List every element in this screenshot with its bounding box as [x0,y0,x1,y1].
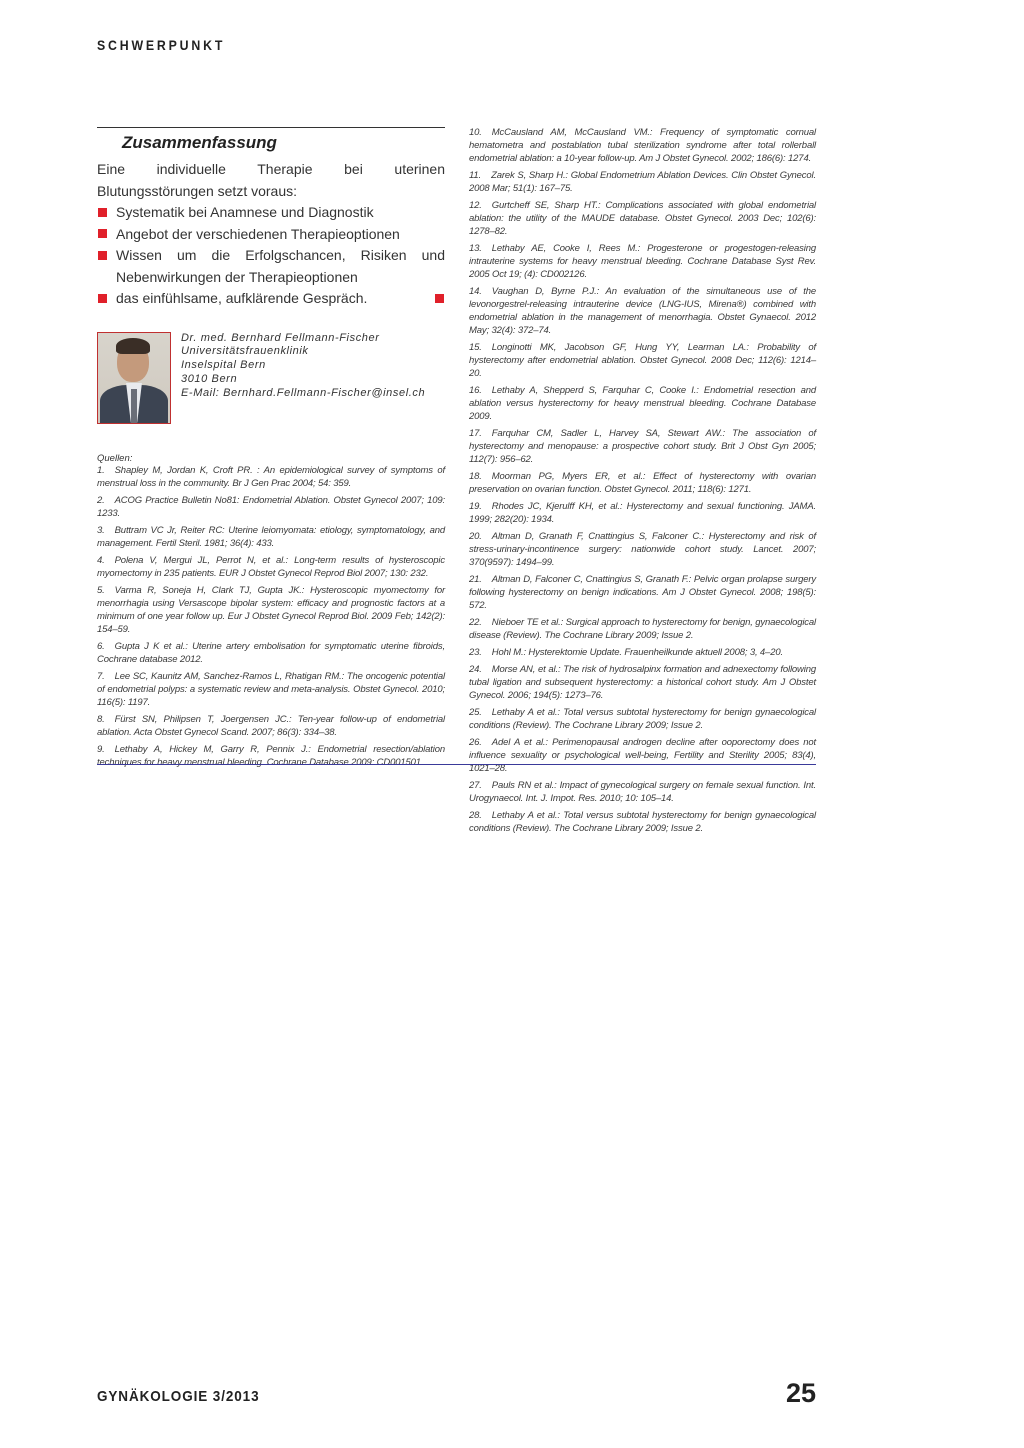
reference-text: Altman D, Granath F, Cnattingius S, Falconer C.: Hysterectomy and risk of stress-urinary-incontinence surgery: nationwide cohort study. Lancet. 2007; 370(9597): 1494–99. [469,531,816,568]
summary-bullet [97,245,445,288]
reference-item [97,584,445,636]
reference-item [469,736,816,775]
reference-text: Lethaby A, Shepperd S, Farquhar C, Cooke I.: Endometrial resection and ablation versus hysterectomy for heavy menstrual bleeding. Cochrane Database 2009. [469,385,816,422]
reference-number: 21. [469,574,482,585]
reference-text: Fürst SN, Philipsen T, Joergensen JC.: Ten-year follow-up of endometrial ablation. Acta Obstet Gynecol Scand. 2007; 86(3): 334–38. [97,713,445,738]
reference-text: Polena V, Mergui JL, Perrot N, et al.: Long-term results of hysteroscopic myomectomy in 235 patients. EUR J Obstet Gynecol Reprod Biol 2007; 130: 232. [97,554,445,579]
reference-text: Varma R, Soneja H, Clark TJ, Gupta JK.: Hysteroscopic myomectomy for menorrhagia using Versascope bipolar system: efficacy and prognostic factors at a minimum of one year follow up. Eur J Obstet Gynecol Reprod Biol. 2009 Feb; 142(2): 154–59. [97,584,445,635]
summary-title: Zusammenfassung [122,133,277,152]
author-info [181,332,425,401]
reference-item [469,470,816,496]
reference-text: Nieboer TE et al.: Surgical approach to hysterectomy for benign, gynaecological disease (Review). The Cochrane Library 2009; Issue 2. [469,617,816,641]
author-email[interactable]: E-Mail: Bernhard.Fellmann-Fischer@insel.ch [181,386,426,399]
reference-number: 9. [97,743,105,755]
reference-item [97,554,445,580]
reference-list-left [97,464,445,769]
summary-bullet [97,202,445,224]
reference-text: ACOG Practice Bulletin No81: Endometrial Ablation. Obstet Gynecol 2007; 109: 1233. [97,494,445,519]
reference-item [469,341,816,380]
reference-text: Moorman PG, Myers ER, et al.: Effect of hysterectomy with ovarian preservation on ovarian function. Obstet Gynecol. 2011; 118(6): 1271. [469,471,816,495]
reference-text: Lee SC, Kaunitz AM, Sanchez-Ramos L, Rhatigan RM.: The oncogenic potential of endometrial polyps: a systematic review and meta-analysis. Obstet Gynecol. 2010; 116(5): 1197. [97,670,445,708]
reference-number: 25. [469,707,482,718]
reference-item [469,663,816,702]
reference-number: 26. [469,737,482,748]
author-city: 3010 Bern [181,372,238,385]
reference-number: 19. [469,501,482,512]
bullet-square-icon [98,229,107,238]
reference-number: 15. [469,342,482,353]
bullet-text: das einfühlsame, aufklärende Gespräch. [116,290,368,306]
bottom-rule [97,764,816,765]
reference-number: 11. [469,170,482,181]
reference-list-right [469,126,816,835]
author-portrait [97,332,171,424]
reference-text: Zarek S, Sharp H.: Global Endometrium Ablation Devices. Clin Obstet Gynecol. 2008 Mar; 51(1): 167–75. [469,170,816,194]
right-column [469,126,816,839]
reference-number: 23. [469,647,482,658]
reference-item [97,713,445,739]
reference-item [97,494,445,520]
reference-item [469,427,816,466]
reference-text: Morse AN, et al.: The risk of hydrosalpinx formation and adnexectomy following tubal ligation and subsequent hysterectomy: a historical cohort study. Am J Obstet Gynecol. 2006; 194(5): 1273–76. [469,664,816,701]
left-column [97,127,445,773]
bullet-text: Wissen um die Erfolgschancen, Risiken und Nebenwirkungen der Therapieoptionen [116,247,445,285]
footer-journal: GYNÄKOLOGIE 3/2013 [97,1388,260,1405]
reference-text: Farquhar CM, Sadler L, Harvey SA, Stewart AW.: The association of hysterectomy and menopause: a prospective cohort study. Brit J Obst Gyn 2005; 112(7): 956–62. [469,428,816,465]
reference-item [469,126,816,165]
reference-item [469,285,816,337]
reference-number: 18. [469,471,482,482]
summary-intro: Eine individuelle Therapie bei uterinen Blutungsstörungen setzt voraus: [97,161,445,199]
reference-text: Shapley M, Jordan K, Croft PR. : An epidemiological survey of symptoms of menstrual loss in the community. Br J Gen Prac 2004; 54: 359. [97,464,445,489]
reference-number: 22. [469,617,482,628]
reference-number: 12. [469,200,482,211]
reference-number: 16. [469,385,482,396]
reference-text: Lethaby A et al.: Total versus subtotal hysterectomy for benign gynaecological conditions (Review). The Cochrane Library 2009; Issue 2. [469,810,816,834]
reference-number: 20. [469,531,482,542]
reference-number: 27. [469,780,482,791]
reference-item [469,384,816,423]
reference-text: Lethaby A et al.: Total versus subtotal hysterectomy for benign gynaecological conditions (Review). The Cochrane Library 2009; Issue 2. [469,707,816,731]
reference-text: Longinotti MK, Jacobson GF, Hung YY, Learman LA.: Probability of hysterectomy after endometrial ablation. Obstet Gynecol. 2008 Dec; 112(6): 1214–20. [469,342,816,379]
reference-number: 8. [97,713,105,725]
reference-text: Lethaby AE, Cooke I, Rees M.: Progesterone or progestogen-releasing intrauterine systems for heavy menstrual bleeding. Cochrane Database Syst Rev. 2005 Oct 19; (4): CD002126. [469,243,816,280]
reference-text: McCausland AM, McCausland VM.: Frequency of symptomatic cornual hematometra and postablation tubal sterilization syndrome after total rollerball endometrial ablation: a 10-year follow-up. Am J Obstet Gynecol. 2002; 186(6): 1274. [469,127,816,164]
reference-text: Rhodes JC, Kjerulff KH, et al.: Hysterectomy and sexual functioning. JAMA. 1999; 282(20): 1934. [469,501,816,525]
author-clinic: Universitätsfrauenklinik [181,345,309,358]
reference-text: Gurtcheff SE, Sharp HT.: Complications associated with global endometrial ablation: the utility of the MAUDE database. Obstet Gynecol. 2003 Dec; 102(6): 1278–82. [469,200,816,237]
summary-bullet-list [97,202,445,310]
bullet-square-icon [98,208,107,217]
end-mark-square-icon [435,294,444,303]
section-header: SCHWERPUNKT [97,37,226,53]
reference-item [469,646,816,659]
reference-item [469,500,816,526]
reference-number: 3. [97,524,105,536]
reference-text: Vaughan D, Byrne P.J.: An evaluation of the simultaneous use of the levonorgestrel-releasing intrauterine device (LNG-IUS, Mirena®) combined with endometrial ablation in the management of menorrhagia. Obstet Gynaecol. 2012 May; 32(4): 372–74. [469,286,816,336]
reference-item [97,670,445,709]
reference-number: 4. [97,554,105,566]
reference-item [469,169,816,195]
bullet-square-icon [98,294,107,303]
reference-item [97,464,445,490]
reference-number: 17. [469,428,482,439]
reference-number: 10. [469,127,482,138]
sources-label: Quellen: [97,452,133,464]
author-hospital: Inselspital Bern [181,359,266,372]
reference-item [97,524,445,550]
author-name: Dr. med. Bernhard Fellmann-Fischer [181,331,380,344]
bullet-square-icon [98,251,107,260]
reference-number: 6. [97,640,105,652]
reference-text: Pauls RN et al.: Impact of gynecological surgery on female sexual function. Int. Urogynaecol. Int. J. Impot. Res. 2010; 10: 105–14. [469,780,816,804]
reference-item [469,573,816,612]
reference-item [469,199,816,238]
reference-item [469,616,816,642]
reference-number: 14. [469,286,482,297]
reference-item [469,530,816,569]
reference-text: Lethaby A, Hickey M, Garry R, Pennix J.: Endometrial resection/ablation techniques for heavy menstrual bleeding. Cochrane Database 2009: CD001501. [97,743,445,768]
reference-number: 24. [469,664,482,675]
bullet-text: Angebot der verschiedenen Therapieoptionen [116,225,400,242]
reference-number: 5. [97,584,105,596]
author-block [97,332,445,428]
reference-number: 7. [97,670,105,682]
reference-number: 2. [97,494,105,506]
reference-text: Adel A et al.: Perimenopausal androgen decline after ooporectomy does not influence sexuality or psychological well-being, Fertility and Sterility 2005; 83(4), 1021–28. [469,737,816,774]
reference-item [469,809,816,835]
reference-number: 1. [97,464,105,476]
reference-item [97,640,445,666]
reference-text: Gupta J K et al.: Uterine artery embolisation for symptomatic uterine fibroids, Cochrane database 2012. [97,640,445,665]
reference-number: 13. [469,243,482,254]
reference-text: Hohl M.: Hysterektomie Update. Frauenheilkunde aktuell 2008; 3, 4–20. [491,647,783,658]
reference-number: 28. [469,810,482,821]
summary-rule [97,127,445,128]
reference-item [469,706,816,732]
reference-text: Altman D, Falconer C, Cnattingius S, Granath F.: Pelvic organ prolapse surgery following hysterectomy on benign indications. Am J Obstet Gynecol. 2008; 198(5): 572. [469,574,816,611]
summary-bullet [97,224,445,246]
reference-text: Buttram VC Jr, Reiter RC: Uterine leiomyomata: etiology, symptomatology, and management. Fertil Steril. 1981; 36(4): 433. [97,524,445,549]
reference-item [469,779,816,805]
reference-item [469,242,816,281]
page-number: 25 [785,1378,816,1408]
summary-bullet [97,288,445,310]
bullet-text: Systematik bei Anamnese und Diagnostik [116,204,374,220]
